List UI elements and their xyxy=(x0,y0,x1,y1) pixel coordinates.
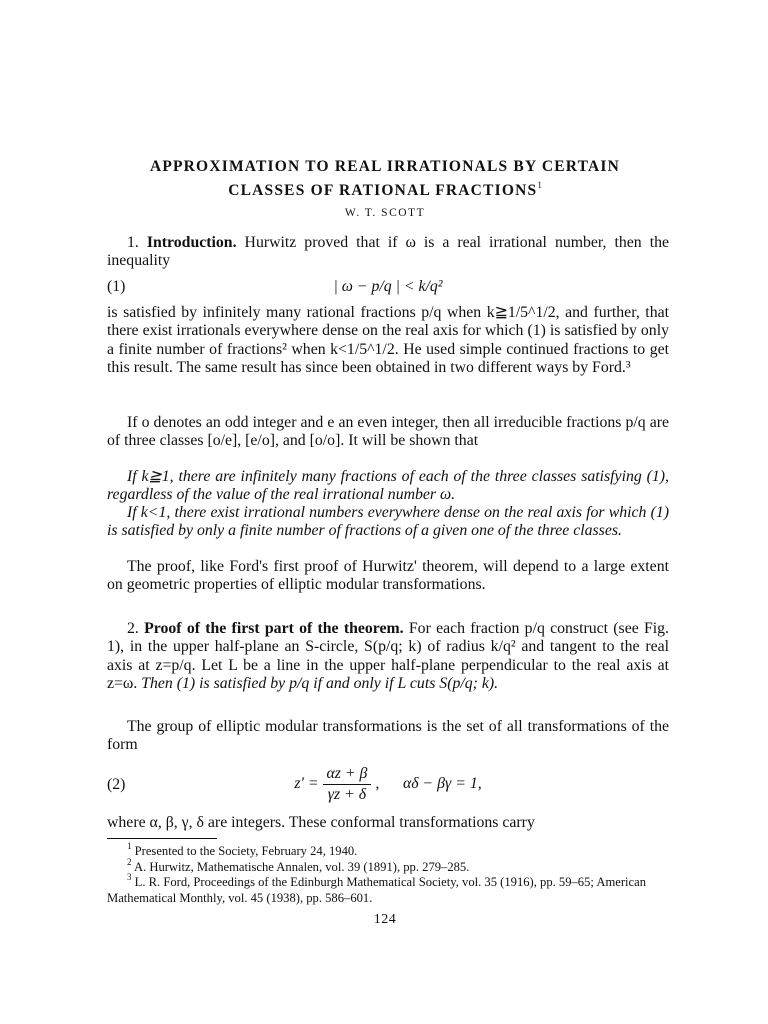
footnote-rule xyxy=(107,838,217,839)
section2-p1a-text: For each fraction p/q construct (see Fig. 1), in the upper half-plane an S-circle, S(p/q; k) of radius k/q² and tangent to the real axis at z=p/q. Let L be a line in the upper half-plane perpendicular to the real axis at z=ω. xyxy=(107,620,669,692)
section1-p1-text: Hurwitz proved that if ω is a real irrational number, then the inequality xyxy=(107,234,669,270)
footnote-3-mark: 3 xyxy=(127,872,132,882)
footnote-1-mark: 1 xyxy=(127,841,132,851)
footnote-2 xyxy=(107,857,669,876)
title-footnote-mark: 1 xyxy=(537,180,542,190)
equation-2-denominator: γz + δ xyxy=(327,786,367,803)
footnote-2-text: A. Hurwitz, Mathematische Annalen, vol. 39 (1891), pp. 279–285. xyxy=(131,860,470,874)
equation-1-body: | ω − p/q | < k/q² xyxy=(333,278,443,295)
author: W. T. SCOTT xyxy=(344,207,426,219)
title-line-2-text: CLASSES OF RATIONAL FRACTIONS xyxy=(228,182,538,199)
equation-2-lhs: z′ = xyxy=(294,775,319,793)
equation-2 xyxy=(107,764,669,812)
section1-paragraph-3: If o denotes an odd integer and e an even integer, then all irreducible fractions p/q are of three classes [o/e], [e/o], and [o/o]. It will be shown that xyxy=(107,414,669,450)
section2-heading: Proof of the first part of the theorem. xyxy=(144,620,404,637)
equation-2-body xyxy=(107,764,669,805)
equation-2-rhs: , αδ − βγ = 1, xyxy=(375,775,482,793)
theorem-part-1: If k≧1, there are infinitely many fractions of each of the three classes satisfying (1), regardless of the value of the real irrational number ω. xyxy=(107,468,669,504)
section2-p1b-text: Then (1) is satisfied by p/q if and only if L cuts S(p/q; k). xyxy=(141,674,499,692)
section1-paragraph-4: The proof, like Ford's first proof of Hurwitz' theorem, will depend to a large extent on geometric properties of elliptic modular transformations. xyxy=(107,558,669,594)
theorem-part-2: If k<1, there exist irrational numbers everywhere dense on the real axis for which (1) is satisfied by only a finite number of fractions of a given one of the three classes. xyxy=(107,504,669,540)
section2-paragraph-3: where α, β, γ, δ are integers. These conformal transformations carry xyxy=(107,814,535,831)
section1-heading-number: 1. xyxy=(127,234,139,251)
section1-paragraph-2: is satisfied by infinitely many rational fractions p/q when k≧1/5^1/2, and further, that there exist irrationals everywhere dense on the real axis for which (1) is satisfied by only a finite number of fractions² when k<1/5^1/2. He used simple continued fractions to get this result. The same result has since been obtained in two different ways by Ford.³ xyxy=(107,304,669,376)
title-line-2 xyxy=(100,176,670,200)
equation-1-label: (1) xyxy=(107,278,126,295)
footnote-3 xyxy=(107,872,669,906)
equation-2-fraction xyxy=(323,764,372,805)
section2-heading-number: 2. xyxy=(127,620,139,637)
footnote-2-mark: 2 xyxy=(127,857,132,867)
section2-paragraph-2: The group of elliptic modular transformations is the set of all transformations of the form xyxy=(107,718,669,754)
paper-title xyxy=(100,157,670,200)
footnote-1 xyxy=(107,841,669,860)
section1-heading: Introduction. xyxy=(146,234,237,251)
section1-intro-paragraph xyxy=(107,234,669,271)
equation-2-numerator: αz + β xyxy=(323,764,372,785)
section2-paragraph-1 xyxy=(107,620,669,693)
equation-2-label: (2) xyxy=(107,776,126,793)
footnote-3-text: L. R. Ford, Proceedings of the Edinburgh Mathematical Society, vol. 35 (1916), pp. 59–65; American Mathematical Monthly, vol. 45 (1938), pp. 586–601. xyxy=(107,875,647,905)
title-line-1: APPROXIMATION TO REAL IRRATIONALS BY CERTAIN xyxy=(149,158,621,175)
page-number: 124 xyxy=(373,912,397,927)
footnote-1-text: Presented to the Society, February 24, 1940. xyxy=(131,844,358,858)
